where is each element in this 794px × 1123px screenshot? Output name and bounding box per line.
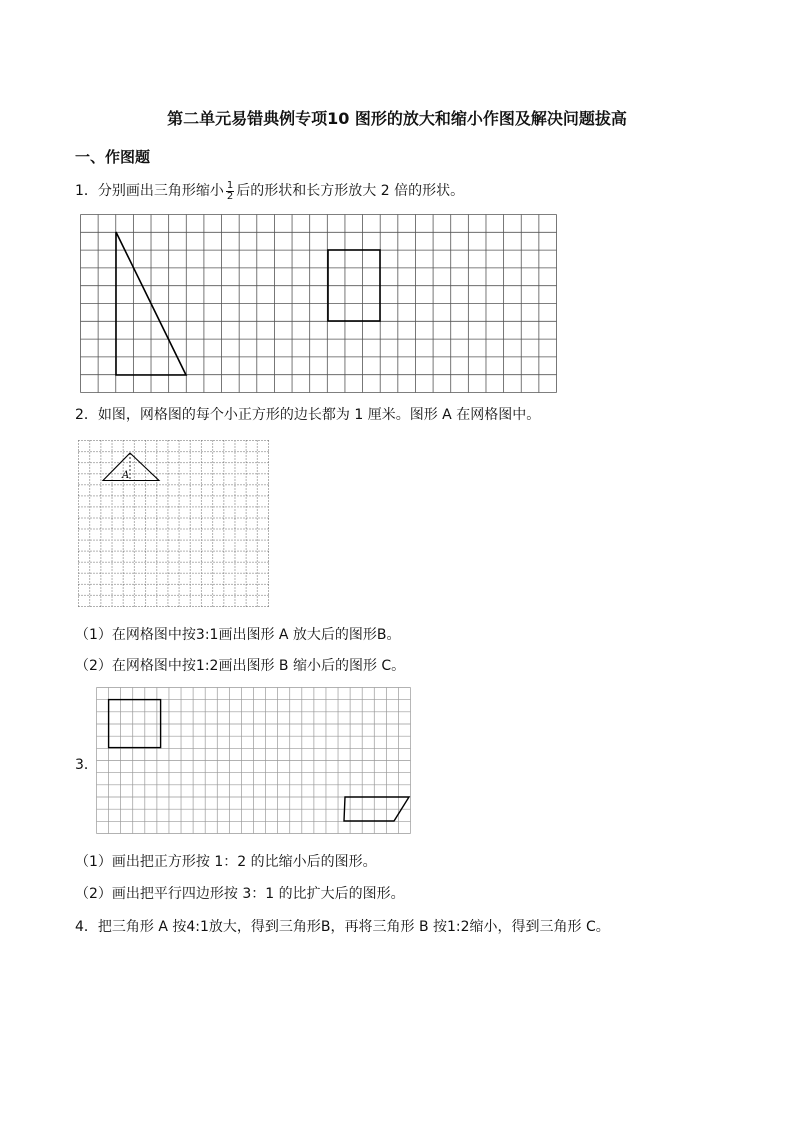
question-2-sub-1: （1）在网格图中按3:1画出图形 A 放大后的图形B。 xyxy=(75,627,401,643)
question-4: 4．把三角形 A 按4:1放大，得到三角形B，再将三角形 B 按1:2缩小，得到三角形 C。 xyxy=(75,919,610,935)
grid-2 xyxy=(78,440,270,608)
triangle-a-label: A xyxy=(122,470,130,481)
question-1-prefix: 1．分别画出三角形缩小 xyxy=(75,183,224,199)
fraction-denominator: 2 xyxy=(226,190,234,202)
question-2-sub-2: （2）在网格图中按1:2画出图形 B 缩小后的图形 C。 xyxy=(75,658,406,674)
grid-3-lines xyxy=(97,688,411,834)
page-title: 第二单元易错典例专项10 图形的放大和缩小作图及解决问题拔高 xyxy=(167,109,627,128)
grid-2-lines xyxy=(79,441,269,607)
section-heading: 一、作图题 xyxy=(75,148,151,166)
question-3-sub-2: （2）画出把平行四边形按 3：1 的比扩大后的图形。 xyxy=(75,886,405,902)
grid-1-lines xyxy=(81,215,557,393)
fraction-one-half xyxy=(226,181,234,202)
grid-1 xyxy=(80,214,558,394)
question-1 xyxy=(75,180,464,202)
question-3-number: 3． xyxy=(75,757,98,773)
square-shape xyxy=(109,700,161,748)
question-1-suffix: 后的形状和长方形放大 2 倍的形状。 xyxy=(236,183,465,199)
question-2: 2．如图，网格图的每个小正方形的边长都为 1 厘米。图形 A 在网格图中。 xyxy=(75,407,541,423)
triangle-a-shape xyxy=(103,453,159,481)
question-3-sub-1: （1）画出把正方形按 1：2 的比缩小后的图形。 xyxy=(75,854,377,870)
grid-3 xyxy=(96,687,412,835)
fraction-numerator: 1 xyxy=(226,179,234,191)
